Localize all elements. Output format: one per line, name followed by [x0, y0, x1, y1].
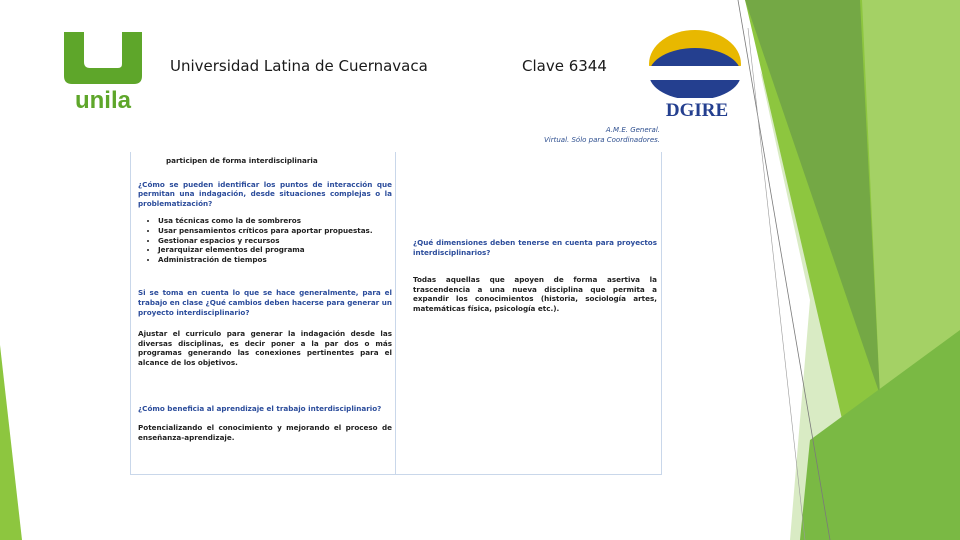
- dgire-logo: [645, 28, 745, 120]
- header-note-line-2: Virtual. Sólo para Coordinadores.: [543, 136, 660, 144]
- question-4: ¿Qué dimensiones deben tenerse en cuenta para proyectos interdisciplinarios?: [413, 238, 657, 257]
- unila-logo: [58, 28, 148, 112]
- list-item: • Administración de tiempos: [158, 255, 392, 265]
- left-column: [138, 156, 392, 442]
- list-item: • Gestionar espacios y recursos: [158, 236, 392, 246]
- intro-text: participen de forma interdisciplinaria: [166, 156, 318, 165]
- unila-u-notch: [96, 32, 108, 60]
- unila-logo-text: unila: [74, 87, 132, 112]
- dgire-white-band: [645, 66, 745, 80]
- right-column: [413, 238, 657, 314]
- question-3: ¿Cómo beneficia al aprendizaje el trabajo interdisciplinario?: [138, 403, 382, 413]
- list-item: • Usar pensamientos críticos para aportar propuestas.: [158, 226, 392, 236]
- institution-title: Universidad Latina de Cuernavaca: [170, 57, 428, 75]
- column-divider: [395, 152, 396, 474]
- question-2: Si se toma en cuenta lo que se hace generalmente, para el trabajo en clase ¿Qué cambios deben hacerse para generar un proyecto interdisciplinario?: [138, 288, 392, 317]
- document-header-note: [544, 125, 660, 145]
- list-item: • Usa técnicas como la de sombreros: [158, 216, 392, 226]
- answer-4: Todas aquellas que apoyen de forma asertiva la trascendencia a una nueva disciplina que permita a expandir los conocimientos (historia, sociología artes, matemáticas física, psicología etc.).: [413, 275, 657, 313]
- dgire-logo-text: DGIRE: [665, 100, 729, 120]
- answer-2: Ajustar el curriculo para generar la indagación desde las diversas disciplinas, es decir poner a la par dos o más programas generando las conexiones pertinentes para el alcance de los objetivos.: [138, 329, 392, 367]
- document-page: [130, 152, 662, 475]
- left-green-triangle: [0, 345, 22, 540]
- answer-3: Potencializando el conocimiento y mejorando el proceso de enseñanza-aprendizaje.: [138, 423, 392, 442]
- header-note-line-1: A.M.E. General.: [605, 126, 660, 134]
- list-item: • Jerarquizar elementos del programa: [158, 245, 392, 255]
- clave-label: Clave 6344: [522, 57, 607, 75]
- question-1: ¿Cómo se pueden identificar los puntos de interacción que permitan una indagación, desde situaciones complejas o la problematización?: [138, 179, 392, 208]
- answer-1-list: [138, 216, 392, 264]
